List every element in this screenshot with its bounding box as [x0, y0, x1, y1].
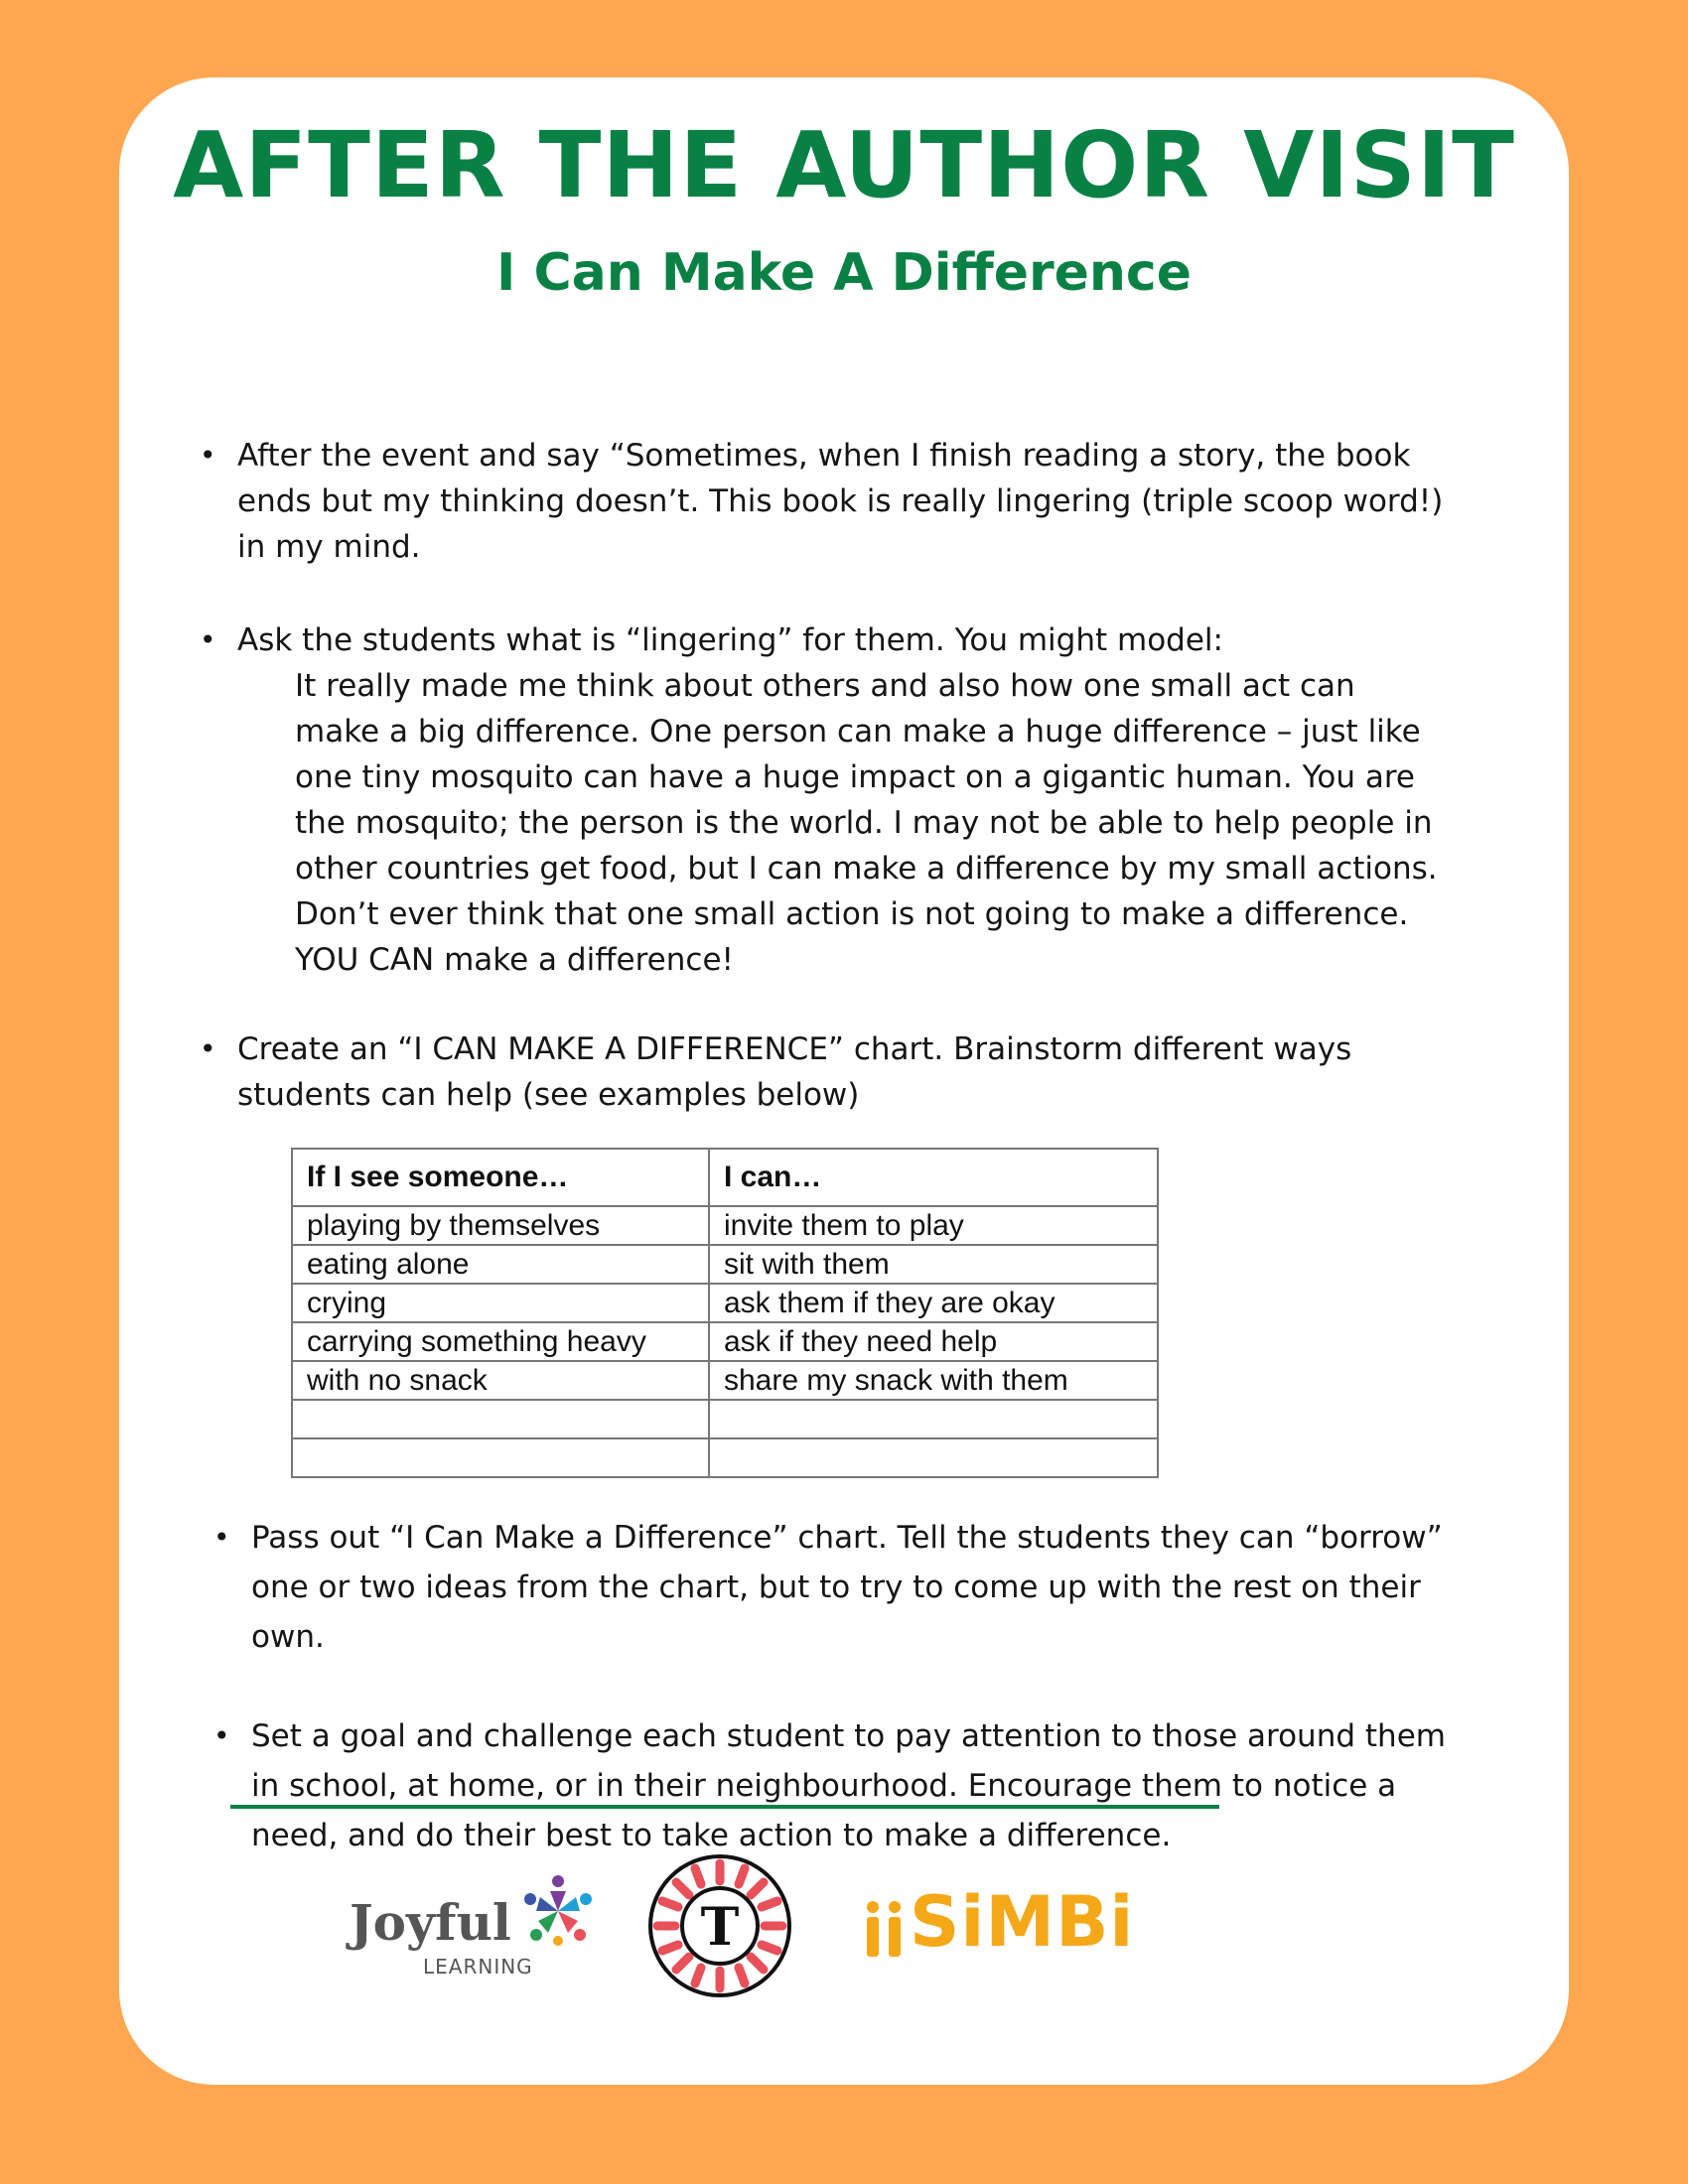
joyful-learning-logo	[350, 1871, 588, 1980]
bullet-1-line: in my mind.	[237, 529, 421, 565]
table-row	[292, 1284, 1158, 1322]
bullet-dot: •	[213, 1521, 230, 1554]
table-cell: eating alone	[292, 1245, 709, 1284]
table-cell: sit with them	[709, 1245, 1158, 1284]
bullet-3-line: Create an “I CAN MAKE A DIFFERENCE” chart. Brainstorm different ways	[237, 1031, 1352, 1067]
bullet-4-line: Pass out “I Can Make a Difference” chart. Tell the students they can “borrow”	[251, 1520, 1443, 1556]
table-cell: ask if they need help	[709, 1322, 1158, 1361]
table-row	[292, 1322, 1158, 1361]
bullet-dot: •	[200, 439, 216, 472]
table-row	[292, 1400, 1158, 1438]
table-cell	[292, 1438, 709, 1477]
table-cell: crying	[292, 1284, 709, 1322]
table-cell	[709, 1438, 1158, 1477]
bullet-1-line: After the event and say “Sometimes, when I finish reading a story, the book	[237, 438, 1411, 474]
model-line: other countries get food, but I can make a difference by my small actions.	[295, 851, 1438, 887]
bullet-dot: •	[213, 1719, 230, 1752]
joyful-logo-sub: LEARNING	[423, 1955, 533, 1979]
table-header-cell: If I see someone…	[292, 1149, 709, 1206]
table-row	[292, 1438, 1158, 1477]
joyful-logo-word: Joyful	[350, 1893, 511, 1952]
bullet-5-line: Set a goal and challenge each student to pay attention to those around them	[251, 1718, 1446, 1754]
bullet-5-line: in school, at home, or in their neighbourhood. Encourage them to notice a	[251, 1768, 1397, 1804]
bullet-1-line: ends but my thinking doesn’t. This book is really lingering (triple scoop word!)	[237, 483, 1444, 519]
page-title: AFTER THE AUTHOR VISIT	[173, 112, 1515, 218]
t-logo-letter: T	[700, 1897, 740, 1958]
bullet-3-line: students can help (see examples below)	[237, 1077, 860, 1113]
bullet-1	[200, 433, 1508, 570]
page-subtitle: I Can Make A Difference	[496, 243, 1192, 303]
bullet-dot: •	[200, 623, 216, 656]
model-line: YOU CAN make a difference!	[295, 942, 734, 978]
model-line: make a big difference. One person can make a huge difference – just like	[295, 714, 1421, 750]
table-cell: with no snack	[292, 1361, 709, 1400]
simbi-logo	[862, 1881, 1140, 1971]
footer-logos	[0, 1851, 1688, 2010]
bullet-5	[213, 1711, 1522, 1860]
bullet-2	[200, 617, 1508, 983]
t-peppermint-logo	[645, 1851, 794, 2000]
difference-chart-table	[291, 1148, 1159, 1478]
bullet-4	[213, 1513, 1522, 1662]
table-cell	[292, 1400, 709, 1438]
bullet-dot: •	[200, 1032, 216, 1065]
table-cell: ask them if they are okay	[709, 1284, 1158, 1322]
model-line: Don’t ever think that one small action is not going to make a difference.	[295, 896, 1409, 932]
table-cell: share my snack with them	[709, 1361, 1158, 1400]
simbi-people-icon	[862, 1899, 908, 1959]
table-row	[292, 1245, 1158, 1284]
footer-divider	[230, 1805, 1219, 1809]
bullet-2-intro: Ask the students what is “lingering” for them. You might model:	[237, 622, 1223, 658]
bullet-4-line: own.	[251, 1619, 325, 1655]
table-header-cell: I can…	[709, 1149, 1158, 1206]
table-row	[292, 1206, 1158, 1245]
model-line: one tiny mosquito can have a huge impact on a gigantic human. You are	[295, 759, 1415, 795]
model-line: It really made me think about others and also how one small act can	[295, 668, 1355, 704]
table-cell: invite them to play	[709, 1206, 1158, 1245]
table-cell	[709, 1400, 1158, 1438]
bullet-3	[200, 1026, 1508, 1118]
table-cell: playing by themselves	[292, 1206, 709, 1245]
joyful-people-icon	[518, 1871, 598, 1951]
table-header-row	[292, 1149, 1158, 1206]
simbi-logo-word: SiMBi	[910, 1881, 1135, 1963]
table-row	[292, 1361, 1158, 1400]
table-cell: carrying something heavy	[292, 1322, 709, 1361]
model-line: the mosquito; the person is the world. I may not be able to help people in	[295, 805, 1433, 841]
bullet-5-line: need, and do their best to take action to make a difference.	[251, 1818, 1172, 1853]
bullet-4-line: one or two ideas from the chart, but to try to come up with the rest on their	[251, 1570, 1421, 1605]
model-quote	[237, 663, 1508, 983]
